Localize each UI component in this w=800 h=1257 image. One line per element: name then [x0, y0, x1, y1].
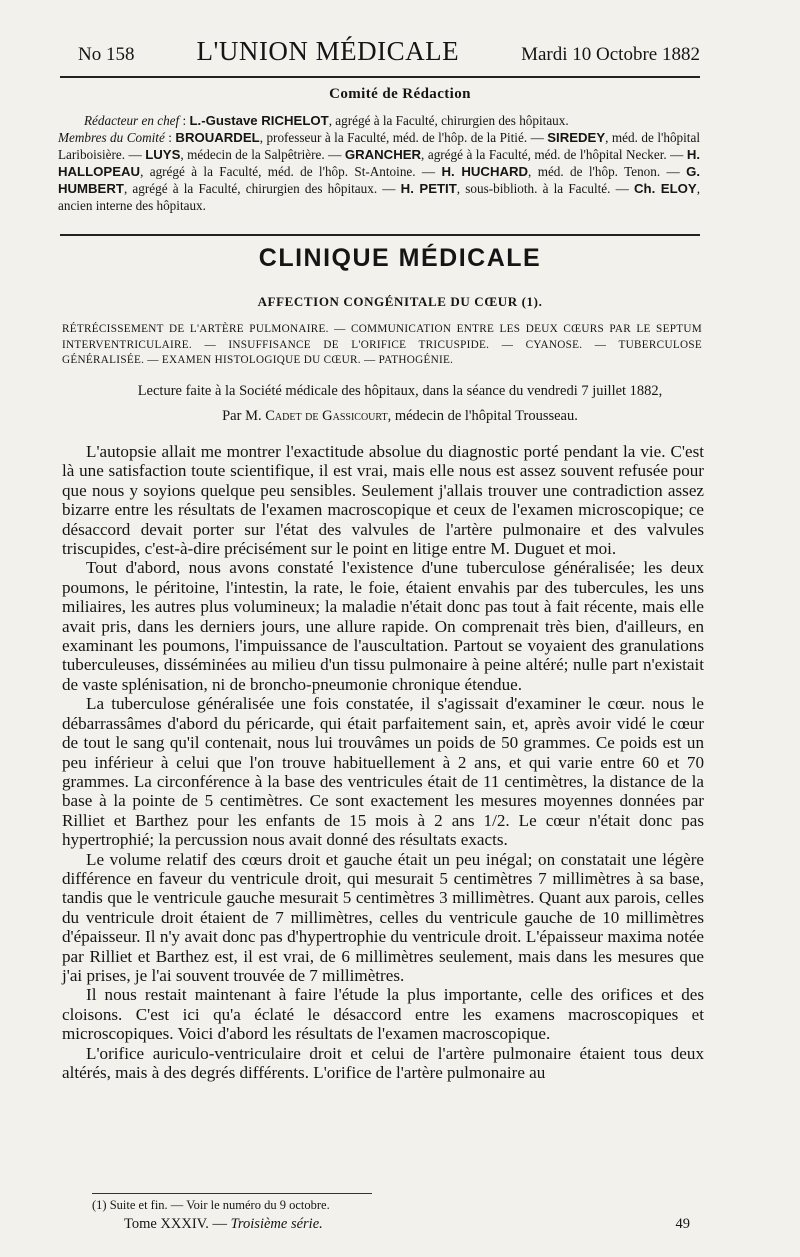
paragraph: Le volume relatif des cœurs droit et gauche était un peu inégal; on constatait une légère différence en faveur du ventricule droit, qui mesurait 5 centimètres 7 millimètres à sa base, tandis que le ventricule gauche mesurait 5 centimètres 3 millimètres. Quant aux parois, celles du ventricule droit étaient de 7 millimètres, celles du ventricule gauche de 10 millimètres d'épaisseur. Il n'y avait donc pas d'hypertrophie du ventricule droit. L'épaisseur maxima notée par Rilliet et Barthez est, il est vrai, de 6 millimètres seulement, mais dans les mesures que j'ai prises, je l'ai souvent trouvée de 7 millimètres. [62, 849, 704, 985]
members-line: Membres du Comité : BROUARDEL, professeur à la Faculté, méd. de l'hôp. de la Pitié. — SIREDEY, méd. de l'hôpital Lariboisière. — LUYS, médecin de la Salpêtrière. — GRANCHER, agrégé à la Faculté, méd. de l'hôpital Necker. — H. HALLOPEAU, agrégé à la Faculté, méd. de l'hôp. St-Antoine. — H. HUCHARD, méd. de l'hôp. Tenon. — G. HUMBERT, agrégé à la Faculté, chirurgien des hôpitaux. — H. PETIT, sous-biblioth. à la Faculté. — Ch. ELOY, ancien interne des hôpitaux. [58, 130, 701, 213]
article-subtitle: RÉTRÉCISSEMENT DE L'ARTÈRE PULMONAIRE. — COMMUNICATION ENTRE LES DEUX CŒURS PAR LE SEPTUM INTERVENTRICULAIRE. — INSUFFISANCE DE L'ORIFICE TRICUSPIDE. — CYANOSE. — TUBERCULOSE GÉNÉRALISÉE. — EXAMEN HISTOLOGIQUE DU CŒUR. — PATHOGÉNIE. [62, 323, 702, 366]
redacteur-line: Rédacteur en chef : L.-Gustave RICHELOT, agrégé à la Faculté, chirurgien des hôpitaux. [84, 113, 569, 128]
member-name: BROUARDEL [175, 130, 260, 145]
paragraph: Il nous restait maintenant à faire l'étude la plus importante, celle des orifices et des cloisons. C'est ici qu'a éclaté le désaccord entre les examens macroscopiques et microscopiques. Voici d'abord les résultats de l'examen macroscopique. [62, 985, 704, 1044]
member-desc: , agrégé à la Faculté, chirurgien des hôpitaux. — [123, 181, 401, 196]
section-rule [60, 234, 700, 236]
member-name: H. HALLOPEAU [58, 147, 701, 179]
issue-number: No 158 [78, 44, 135, 65]
issue-date: Mardi 10 Octobre 1882 [521, 44, 700, 65]
member-name: GRANCHER [344, 147, 422, 162]
author-name: Cadet de Gassicourt [265, 408, 388, 424]
member-desc: , médecin de la Salpêtrière. — [180, 147, 345, 162]
tome-label [124, 1216, 323, 1233]
section-title: CLINIQUE MÉDICALE [258, 244, 542, 272]
author-line [0, 408, 800, 425]
member-name: Ch. ELOY [634, 181, 697, 196]
article-body [62, 442, 704, 1082]
member-name: LUYS [145, 147, 181, 162]
author-suffix: , médecin de l'hôpital Trousseau. [387, 408, 578, 424]
comite-title: Comité de Rédaction [329, 86, 471, 102]
article-title: AFFECTION CONGÉNITALE DU CŒUR (1). [257, 294, 543, 309]
footnote: (1) Suite et fin. — Voir le numéro du 9 octobre. [92, 1198, 330, 1212]
page-number: 49 [675, 1216, 690, 1232]
member-desc: , ancien interne des hôpitaux. [58, 181, 701, 213]
member-desc: , professeur à la Faculté, méd. de l'hôp. de la Pitié. — [259, 130, 548, 145]
member-desc: , méd. de l'hôp. Tenon. — [528, 164, 687, 179]
redacteur-name: L.-Gustave RICHELOT [189, 113, 329, 128]
member-desc: , sous-biblioth. à la Faculté. — [456, 181, 635, 196]
page-header [78, 36, 700, 72]
member-name: H. PETIT [400, 181, 457, 196]
member-desc: , agrégé à la Faculté, méd. de l'hôp. St-Antoine. — [140, 164, 442, 179]
paragraph: La tuberculose généralisée une fois constatée, il s'agissait d'examiner le cœur. nous le débarrassâmes d'abord du péricarde, qui était parfaitement sain, et, après avoir vidé le cœur de tout le sang qu'il contenait, nous lui trouvâmes un poids de 50 grammes. Ce poids est un peu inférieur à celui que l'on trouve habituellement à 2 ans, et qui varie entre 60 et 70 grammes. La circonférence à la base des ventricules était de 11 centimètres, la distance de la base à la pointe de 5 centimètres. Ce sont exactement les mesures moyennes données par Rilliet et Barthez pour les enfants de 15 mois à 2 ans 1/2. Le cœur n'était donc pas hypertrophié; la percussion nous avait donné des résultats exacts. [62, 694, 704, 850]
lecture-note: Lecture faite à la Société médicale des hôpitaux, dans la séance du vendredi 7 juillet 1882, [137, 383, 663, 399]
author-prefix: Par M. [222, 408, 266, 424]
paragraph: L'orifice auriculo-ventriculaire droit et celui de l'artère pulmonaire étaient tous deux altérés, mais à des degrés différents. L'orifice de l'artère pulmonaire au [62, 1043, 704, 1082]
member-desc: , méd. de l'hôpital Lariboisière. — [58, 130, 700, 162]
page-footer [124, 1216, 690, 1233]
member-name: G. HUMBERT [58, 164, 700, 196]
tome-text: Tome XXXIV. — [124, 1216, 231, 1232]
redacteur-desc: , agrégé à la Faculté, chirurgien des hôpitaux. [328, 113, 569, 128]
journal-title: L'UNION MÉDICALE [196, 36, 460, 66]
member-desc: , agrégé à la Faculté, méd. de l'hôpital Necker. — [421, 147, 687, 162]
comite-block [58, 112, 700, 214]
member-name: SIREDEY [547, 130, 606, 145]
header-rule [60, 76, 700, 78]
serie-text: Troisième série. [230, 1216, 323, 1232]
member-name: H. HUCHARD [441, 164, 529, 179]
paragraph: L'autopsie allait me montrer l'exactitude absolue du diagnostic porté pendant la vie. C'est là une satisfaction toute scientifique, il est vrai, mais elle nous est assez souvent refusée pour que nous y soyions quelque peu sensibles. Seulement j'allais trouver une contradiction assez bizarre entre les résultats de l'examen macroscopique et ceux de l'examen microscopique; ce désaccord devait porter sur l'état des valvules de l'artère pulmonaire et des valvules triscupides, c'est-à-dire précisément sur le point en litige entre M. Duguet et moi. [62, 442, 704, 559]
redacteur-label: Rédacteur en chef [84, 113, 180, 128]
footnote-rule [92, 1193, 372, 1194]
membres-label: Membres du Comité [58, 130, 165, 145]
paragraph: Tout d'abord, nous avons constaté l'existence d'une tuberculose généralisée; les deux poumons, le péritoine, l'intestin, la rate, le foie, étaient envahis par des tubercules, les uns miliaires, les autres plus volumineux; la maladie n'était donc pas tout à fait récente, mais elle avait pris, dans les derniers jours, une allure rapide. On comprenait très bien, d'ailleurs, en examinant les poumons, l'impuissance de l'auscultation. Partout se voyaient des granulations tuberculeuses, disséminées au milieu d'un tissu pulmonaire à peine altéré; nulle part n'existait de vaste splénisation, ni de broncho-pneumonie chronique étendue. [62, 558, 704, 694]
